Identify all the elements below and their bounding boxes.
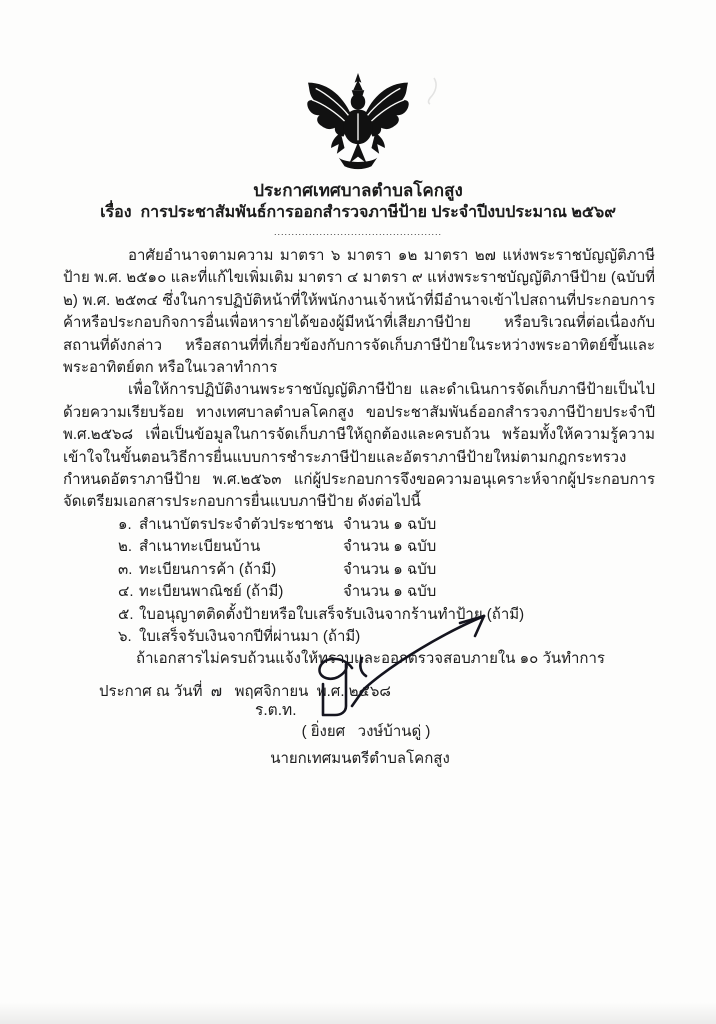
emblem-container xyxy=(0,0,716,173)
item-name: สำเนาบัตรประจำตัวประชาชน xyxy=(139,515,334,533)
note-incomplete-documents: ถ้าเอกสารไม่ครบถ้วนแจ้งให้ทราบและออกตรวจสอบภายใน ๑๐ วันทำการ xyxy=(136,650,605,668)
item-quantity: จำนวน ๑ ฉบับ xyxy=(343,538,437,556)
paragraph-survey-announcement: เพื่อให้การปฏิบัติงานพระราชบัญญัติภาษีป้าย และดำเนินการจัดเก็บภาษีป้ายเป็นไปด้วยความเรียบร้อย ทางเทศบาลตำบลโคกสูง ขอประชาสัมพันธ์ออกสำรวจภาษีป้ายประจำปี พ.ศ.๒๕๖๘ เพื่อเป็นข้อมูลในการจัดเก็บภาษีให้ถูกต้องและครบถ้วน พร้อมทั้งให้ความรู้ความเข้าใจในขั้นตอนวิธีการยื่นแบบการชำระภาษีป้ายและอัตราภาษีป้ายใหม่ตามกฎกระทรวงกำหนดอัตราภาษีป้าย พ.ศ.๒๕๖๓ แก่ผู้ประกอบการจึงขอความอนุเคราะห์จากผู้ประกอบการจัดเตรียมเอกสารประกอบการยื่นแบบภาษีป้าย ดังต่อไปนี้ xyxy=(63,381,655,511)
signer-name: ( ยิ่งยศ วงษ์บ้านดู่ ) xyxy=(301,723,431,740)
item-name: ทะเบียนการค้า (ถ้ามี) xyxy=(139,560,277,578)
item-name: ทะเบียนพาณิชย์ (ถ้ามี) xyxy=(139,583,284,601)
checklist-item xyxy=(118,581,655,603)
item-number: ๓. xyxy=(118,560,133,578)
item-name: สำเนาทะเบียนบ้าน xyxy=(139,538,261,556)
scan-artifact xyxy=(420,76,444,106)
item-number: ๕. xyxy=(118,605,134,623)
signer-position: นายกเทศมนตรีตำบลโคกสูง xyxy=(270,750,450,767)
item-number: ๒. xyxy=(118,538,133,556)
paragraph-legal-authority: อาศัยอำนาจตามความ มาตรา ๖ มาตรา ๑๒ มาตรา ๒๗ แห่งพระราชบัญญัติภาษีป้าย พ.ศ. ๒๕๑๐ และที่แก้ไขเพิ่มเติม มาตรา ๔ มาตรา ๙ แห่งพระราชบัญญัติภาษีป้าย (ฉบับที่ ๒) พ.ศ. ๒๕๓๔ ซึ่งในการปฏิบัติหน้าที่ให้พนักงานเจ้าหน้าที่มีอำนาจเข้าไปสถานที่ประกอบการค้าหรือประกอบกิจการอื่นเพื่อหารายได้ของผู้มีหน้าที่เสียภาษีป้าย หรือบริเวณที่ต่อเนื่องกับสถานที่ดังกล่าว หรือสถานที่ที่เกี่ยวข้องกับการจัดเก็บภาษีป้ายในระหว่างพระอาทิตย์ขึ้นและพระอาทิตย์ตก หรือในเวลาทำการ xyxy=(63,247,655,377)
item-quantity: จำนวน ๑ ฉบับ xyxy=(343,583,437,601)
item-number: ๔. xyxy=(118,583,134,601)
item-quantity: จำนวน ๑ ฉบับ xyxy=(343,515,437,533)
document-subject: เรื่อง การประชาสัมพันธ์การออกสำรวจภาษีป้าย ประจำปีงบประมาณ ๒๕๖๙ xyxy=(100,204,616,221)
item-number: ๖. xyxy=(118,627,132,645)
item-name: ใบอนุญาตติดตั้งป้ายหรือใบเสร็จรับเงินจากร้านทำป้าย (ถ้ามี) xyxy=(139,605,525,623)
checklist-item xyxy=(118,514,655,536)
handwritten-signature xyxy=(312,606,502,724)
item-number: ๑. xyxy=(118,515,132,533)
dotted-divider: ................................................ xyxy=(273,227,443,237)
garuda-emblem-icon xyxy=(294,73,422,173)
item-quantity: จำนวน ๑ ฉบับ xyxy=(343,560,437,578)
checklist-item xyxy=(118,559,655,581)
item-name: ใบเสร็จรับเงินจากปีที่ผ่านมา (ถ้ามี) xyxy=(139,627,361,645)
checklist-item xyxy=(118,536,655,558)
document-title: ประกาศเทศบาลตำบลโคกสูง xyxy=(253,181,463,200)
issued-date-line: ประกาศ ณ วันที่ ๗ พฤศจิกายน พ.ศ. ๒๕๖๘ xyxy=(99,682,392,700)
signer-rank: ร.ต.ท. xyxy=(255,702,297,719)
